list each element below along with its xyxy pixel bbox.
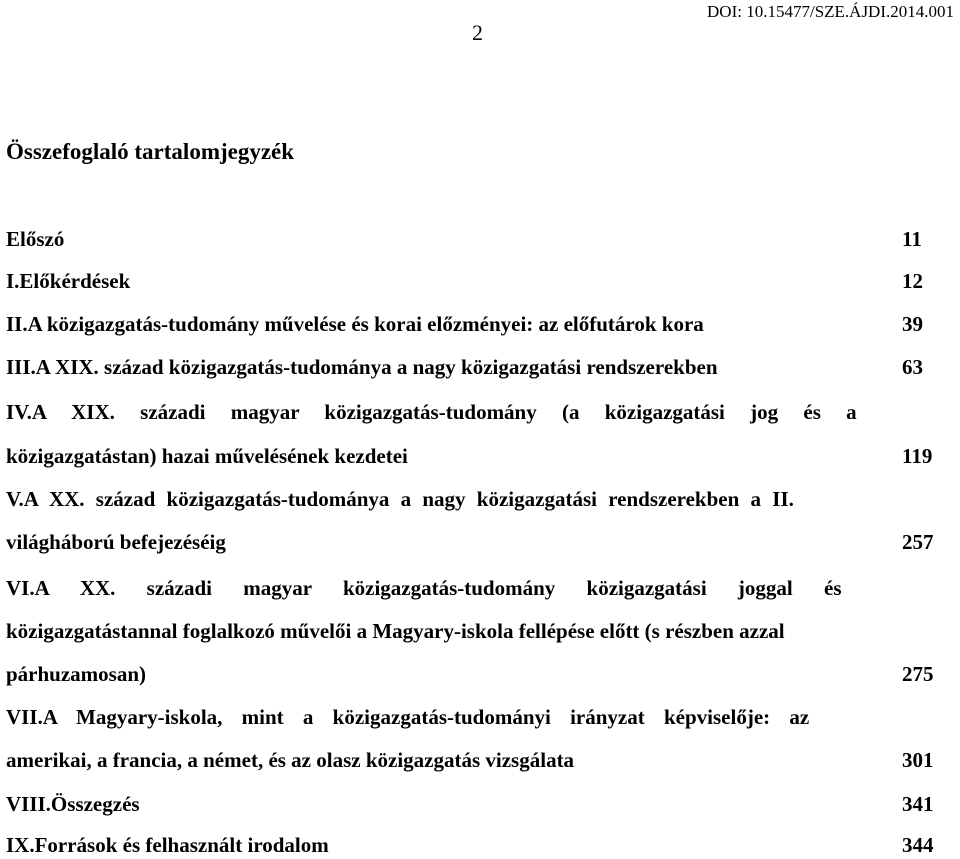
- doi-header: DOI: 10.15477/SZE.ÁJDI.2014.001: [707, 2, 954, 21]
- toc-title: Összefoglaló tartalomjegyzék: [6, 139, 295, 164]
- toc-entry-text-line-2: közigazgatástan) hazai művelésének kezdetei: [6, 444, 408, 468]
- toc-entry-page: 119: [902, 444, 933, 468]
- toc-entry-chapter-3: [6, 353, 954, 381]
- toc-entry-text-line-2: amerikai, a francia, a német, és az olasz közigazgatás vizsgálata: [6, 748, 575, 772]
- toc-entry-text-line-1: IV.A XIX. századi magyar közigazgatás-tudomány (a közigazgatási jog és a: [6, 400, 857, 424]
- toc-entry-chapter-9: [6, 831, 954, 859]
- toc-entry-text-line-1: VII.A Magyary-iskola, mint a közigazgatás-tudományi irányzat képviselője: az: [6, 705, 810, 729]
- toc-entry-chapter-6: [6, 574, 954, 602]
- toc-entry-page: 63: [902, 355, 923, 379]
- toc-entry-chapter-8: [6, 790, 954, 818]
- toc-entry-page: 341: [902, 792, 934, 816]
- toc-entry-text-line-2: világháború befejezéséig: [6, 530, 226, 554]
- toc-entry-chapter-4-cont: [6, 442, 954, 470]
- toc-entry-text: III.A XIX. század közigazgatás-tudománya a nagy közigazgatási rendszerekben: [6, 355, 718, 379]
- toc-entry-text: I.Előkérdések: [6, 269, 131, 293]
- toc-entry-text-line-1: V.A XX. század közigazgatás-tudománya a nagy közigazgatási rendszerekben a II.: [6, 487, 794, 511]
- toc-entry-chapter-4: [6, 398, 954, 426]
- toc-entry-chapter-5-cont: [6, 528, 954, 556]
- toc-entry-chapter-7-cont: [6, 746, 954, 774]
- toc-entry-page: 344: [902, 833, 934, 857]
- toc-entry-page: 257: [902, 530, 934, 554]
- toc-entry-chapter-2: [6, 310, 954, 338]
- toc-entry-text: VIII.Összegzés: [6, 792, 140, 816]
- toc-entry-text-line-3: párhuzamosan): [6, 662, 147, 686]
- toc-entry-chapter-6-cont-2: [6, 660, 954, 688]
- toc-entry-text: II.A közigazgatás-tudomány művelése és korai előzményei: az előfutárok kora: [6, 312, 704, 336]
- toc-entry-page: 12: [902, 269, 923, 293]
- toc-entry-page: 11: [902, 227, 922, 251]
- toc-entry-text-line-2: közigazgatástannal foglalkozó művelői a Magyary-iskola fellépése előtt (s részben azzal: [6, 619, 785, 643]
- page-number: 2: [472, 20, 483, 45]
- toc-entry-page: 275: [902, 662, 934, 686]
- toc-entry-page: 301: [902, 748, 934, 772]
- toc-entry-chapter-7: [6, 703, 954, 731]
- toc-entry-text: IX.Források és felhasznált irodalom: [6, 833, 329, 857]
- toc-entry-chapter-6-cont: [6, 617, 954, 645]
- toc-entry-foreword: [6, 225, 954, 253]
- toc-entry-page: 39: [902, 312, 923, 336]
- toc-entry-text: Előszó: [6, 227, 65, 251]
- toc-entry-text-line-1: VI.A XX. századi magyar közigazgatás-tudomány közigazgatási joggal és: [6, 576, 842, 600]
- toc-entry-chapter-5: [6, 485, 954, 513]
- toc-entry-chapter-1: [6, 267, 954, 295]
